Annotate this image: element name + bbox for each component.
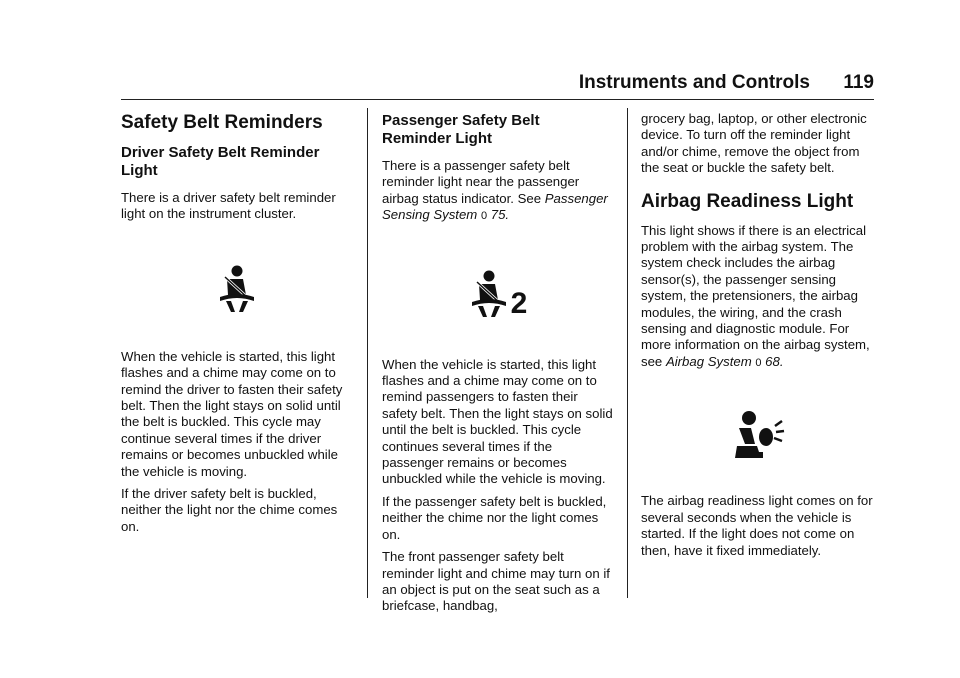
subheading-passenger-belt-light: Passenger Safety Belt Reminder Light: [382, 112, 540, 147]
section-title: Instruments and Controls: [578, 72, 810, 93]
driver-belt-figure: [121, 229, 353, 349]
header-bar: [121, 72, 874, 98]
page-ref-75[interactable]: 75.: [490, 207, 510, 223]
paragraph-passenger-intro: [382, 158, 614, 225]
link-passenger-sensing-system[interactable]: Passenger Sensing System: [382, 190, 608, 223]
passenger-belt-figure: [382, 231, 614, 357]
page-ref-arrow: 0: [480, 210, 488, 223]
passenger-seatbelt-icon: [469, 270, 528, 318]
paragraph-passenger-start: When the vehicle is started, this light flashes and a chime may come on to remind passengers to fasten their safety belt. Then the light stays on solid until the belt is buckled. This cycle continues several times if the passenger remains or becomes unbuckled while the vehicle is moving.: [382, 356, 613, 487]
paragraph-driver-buckled: If the driver safety belt is buckled, neither the light nor the chime comes on.: [121, 486, 338, 534]
paragraph-airbag-comes-on: The airbag readiness light comes on for several seconds when the vehicle is started. If the light does not come on then, have it fixed immediately.: [641, 493, 873, 558]
subheading-driver-belt-light: Driver Safety Belt Reminder Light: [121, 144, 320, 179]
paragraph-airbag-intro: [641, 223, 877, 372]
header-divider: [121, 99, 874, 100]
heading-safety-belt-reminders: Safety Belt Reminders: [121, 112, 323, 133]
column-divider-1: [367, 108, 368, 598]
airbag-readiness-icon: [733, 410, 785, 460]
page-ref-arrow: 0: [755, 356, 762, 369]
airbag-figure: [641, 377, 877, 493]
paragraph-driver-start: When the vehicle is started, this light flashes and a chime may come on to remind the driver to fasten their safety belt. Then the light stays on solid until the belt is buckled. This cycle may continue several times if the driver remains or becomes unbuckled while the vehicle is moving.: [121, 348, 343, 479]
page-ref-68[interactable]: 68.: [765, 353, 784, 369]
column-1: [121, 108, 353, 541]
column-3: [641, 108, 877, 565]
paragraph-passenger-object: The front passenger safety belt reminder light and chime may turn on if an object is put on the seat such as a briefcase, handbag,: [382, 549, 610, 614]
column-2: [382, 108, 614, 621]
heading-airbag-readiness-light: Airbag Readiness Light: [641, 190, 854, 212]
airbag-intro-text: This light shows if there is an electrical problem with the airbag system. The system check includes the airbag sensor(s), the passenger sensing system, the pretensioners, the airbag modules, the wiring, and the crash sensing and diagnostic module. For more information on the airbag system, see: [641, 222, 870, 369]
passenger-intro-text: There is a passenger safety belt reminder light near the passenger airbag status indicator. See: [382, 158, 580, 206]
link-airbag-system[interactable]: Airbag System: [665, 353, 752, 369]
passenger-icon-number: 2: [510, 286, 528, 320]
column-divider-2: [627, 108, 628, 598]
paragraph-object-continued: grocery bag, laptop, or other electronic device. To turn off the reminder light and/or chime, remove the object from the seat or buckle the safety belt.: [641, 111, 867, 176]
seatbelt-icon: [217, 265, 257, 313]
paragraph-passenger-buckled: If the passenger safety belt is buckled, neither the chime nor the light comes on.: [382, 493, 607, 542]
paragraph-driver-intro: There is a driver safety belt reminder light on the instrument cluster.: [121, 190, 336, 222]
page-number: 119: [843, 72, 874, 93]
